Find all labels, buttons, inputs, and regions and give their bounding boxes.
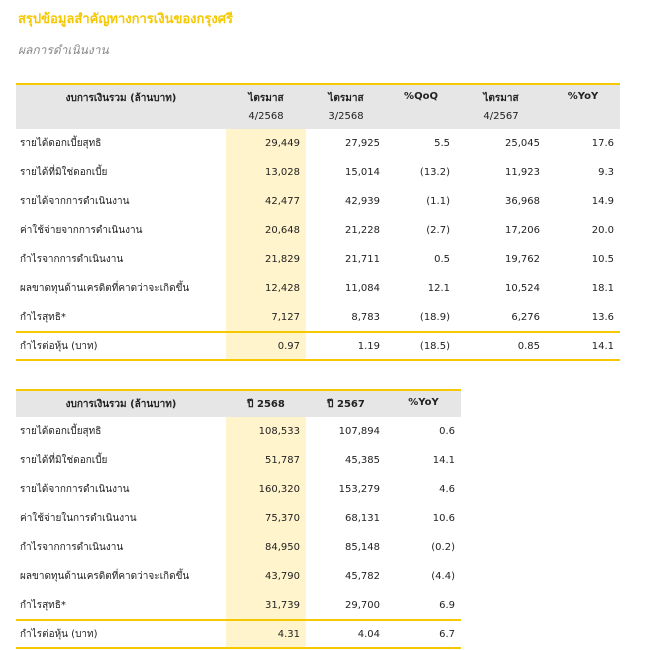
header-yoy: %YoY — [546, 84, 620, 129]
cell-yoy: 18.1 — [591, 283, 614, 294]
row-label: ผลขาดทุนด้านเครดิตที่คาดว่าจะเกิดขึ้น — [20, 283, 190, 294]
cell-qoq: (1.1) — [426, 196, 450, 207]
cell-q4-2567: 10,524 — [505, 283, 540, 294]
cell-year-2568: 108,533 — [226, 417, 306, 446]
header-qoq: %QoQ — [386, 84, 456, 129]
header-q4-2568-title: ไตรมาส — [248, 93, 284, 104]
header-q3-2568 — [306, 84, 386, 129]
cell-yoy: (4.4) — [431, 571, 455, 582]
cell-q4-2568: 29,449 — [226, 129, 306, 158]
cell-year-2568: 160,320 — [226, 475, 306, 504]
row-label: กำไรต่อหุ้น (บาท) — [16, 332, 226, 360]
header-year-2568: ปี 2568 — [226, 390, 306, 417]
cell-year-2567: 45,782 — [345, 571, 380, 582]
cell-qoq: 0.5 — [434, 254, 450, 265]
cell-q4-2568: 0.97 — [226, 332, 306, 360]
cell-q4-2567: 25,045 — [505, 138, 540, 149]
page-title: สรุปข้อมูลสำคัญทางการเงินของกรุงศรี — [18, 12, 233, 27]
cell-year-2567: 4.04 — [306, 620, 386, 648]
cell-q4-2567: 6,276 — [511, 311, 540, 323]
table-row-eps — [16, 620, 461, 648]
table-row — [16, 562, 461, 591]
cell-qoq: (13.2) — [419, 167, 450, 178]
cell-q3-2568: 15,014 — [345, 167, 380, 178]
cell-yoy: (0.2) — [431, 542, 455, 553]
cell-qoq: (18.5) — [386, 332, 456, 360]
cell-year-2567: 107,894 — [338, 426, 380, 437]
cell-year-2568: 51,787 — [226, 446, 306, 475]
table-row — [16, 216, 620, 245]
cell-q3-2568: 27,925 — [345, 138, 380, 149]
table-row — [16, 245, 620, 274]
cell-q4-2567: 17,206 — [505, 225, 540, 236]
header-label: งบการเงินรวม (ล้านบาท) — [16, 390, 226, 417]
cell-q4-2568: 12,428 — [226, 274, 306, 303]
cell-year-2567: 85,148 — [345, 542, 380, 553]
row-label: กำไรจากการดำเนินงาน — [20, 542, 124, 553]
table-row — [16, 533, 461, 562]
cell-yoy: 10.6 — [432, 513, 455, 524]
table-row — [16, 591, 461, 620]
cell-year-2568: 4.31 — [226, 620, 306, 648]
cell-q4-2567: 0.85 — [456, 332, 546, 360]
cell-q3-2568: 1.19 — [306, 332, 386, 360]
header-q4-2567-title: ไตรมาส — [483, 93, 519, 104]
cell-yoy: 17.6 — [591, 138, 614, 149]
row-label: กำไรต่อหุ้น (บาท) — [16, 620, 226, 648]
cell-q4-2567: 11,923 — [505, 167, 540, 178]
row-label: รายได้ที่มิใช่ดอกเบี้ย — [20, 455, 108, 466]
table-header-row — [16, 84, 620, 129]
cell-yoy: 6.7 — [386, 620, 461, 648]
cell-qoq: (18.9) — [419, 311, 450, 323]
row-label: รายได้จากการดำเนินงาน — [20, 484, 130, 495]
row-label: รายได้ดอกเบี้ยสุทธิ — [20, 426, 102, 437]
header-q4-2568-period: 4/2568 — [248, 111, 284, 122]
header-q4-2567 — [456, 84, 546, 129]
row-label: รายได้ที่มิใช่ดอกเบี้ย — [20, 167, 108, 178]
cell-yoy: 0.6 — [439, 426, 455, 437]
cell-year-2568: 84,950 — [226, 533, 306, 562]
cell-yoy: 10.5 — [591, 254, 614, 265]
cell-year-2568: 75,370 — [226, 504, 306, 533]
header-year-2567: ปี 2567 — [306, 390, 386, 417]
cell-year-2567: 68,131 — [345, 513, 380, 524]
cell-year-2567: 29,700 — [345, 599, 380, 611]
cell-yoy: 14.1 — [546, 332, 620, 360]
table-row — [16, 446, 461, 475]
cell-yoy: 14.1 — [432, 455, 455, 466]
cell-year-2567: 153,279 — [338, 484, 380, 495]
cell-q4-2567: 36,968 — [505, 196, 540, 207]
row-label: กำไรสุทธิ* — [20, 311, 66, 323]
table-row — [16, 475, 461, 504]
cell-q4-2568: 7,127 — [226, 303, 306, 332]
cell-yoy: 9.3 — [598, 167, 614, 178]
cell-q4-2568: 42,477 — [226, 187, 306, 216]
table-header-row — [16, 390, 461, 417]
table-row — [16, 504, 461, 533]
table-row — [16, 158, 620, 187]
cell-qoq: (2.7) — [426, 225, 450, 236]
cell-qoq: 5.5 — [434, 138, 450, 149]
cell-yoy: 6.9 — [439, 599, 455, 611]
cell-q3-2568: 11,084 — [345, 283, 380, 294]
cell-q4-2568: 13,028 — [226, 158, 306, 187]
cell-q3-2568: 21,711 — [345, 254, 380, 265]
cell-year-2567: 45,385 — [345, 455, 380, 466]
header-q4-2568 — [226, 84, 306, 129]
annual-results-table — [16, 389, 461, 649]
header-label: งบการเงินรวม (ล้านบาท) — [16, 84, 226, 129]
header-q4-2567-period: 4/2567 — [483, 111, 519, 122]
cell-yoy: 20.0 — [591, 225, 614, 236]
row-label: ค่าใช้จ่ายจากการดำเนินงาน — [20, 225, 143, 236]
cell-year-2568: 31,739 — [226, 591, 306, 620]
table-row — [16, 274, 620, 303]
page-subtitle: ผลการดำเนินงาน — [18, 43, 109, 57]
cell-qoq: 12.1 — [427, 283, 450, 294]
table-row — [16, 303, 620, 332]
table-row — [16, 129, 620, 158]
row-label: กำไรจากการดำเนินงาน — [20, 254, 124, 265]
cell-q3-2568: 42,939 — [345, 196, 380, 207]
cell-year-2568: 43,790 — [226, 562, 306, 591]
cell-yoy: 4.6 — [439, 484, 455, 495]
header-yoy: %YoY — [386, 390, 461, 417]
header-q3-2568-title: ไตรมาส — [328, 93, 364, 104]
row-label: ผลขาดทุนด้านเครดิตที่คาดว่าจะเกิดขึ้น — [20, 571, 190, 582]
header-q3-2568-period: 3/2568 — [328, 111, 364, 122]
cell-q3-2568: 8,783 — [351, 311, 380, 323]
cell-yoy: 13.6 — [591, 311, 614, 323]
row-label: กำไรสุทธิ* — [20, 599, 66, 611]
cell-yoy: 14.9 — [591, 196, 614, 207]
cell-q4-2567: 19,762 — [505, 254, 540, 265]
table-row-eps — [16, 332, 620, 360]
cell-q3-2568: 21,228 — [345, 225, 380, 236]
cell-q4-2568: 20,648 — [226, 216, 306, 245]
quarterly-results-table — [16, 83, 620, 361]
cell-q4-2568: 21,829 — [226, 245, 306, 274]
table-row — [16, 417, 461, 446]
row-label: รายได้ดอกเบี้ยสุทธิ — [20, 138, 102, 149]
table-row — [16, 187, 620, 216]
row-label: รายได้จากการดำเนินงาน — [20, 196, 130, 207]
row-label: ค่าใช้จ่ายในการดำเนินงาน — [20, 513, 137, 524]
